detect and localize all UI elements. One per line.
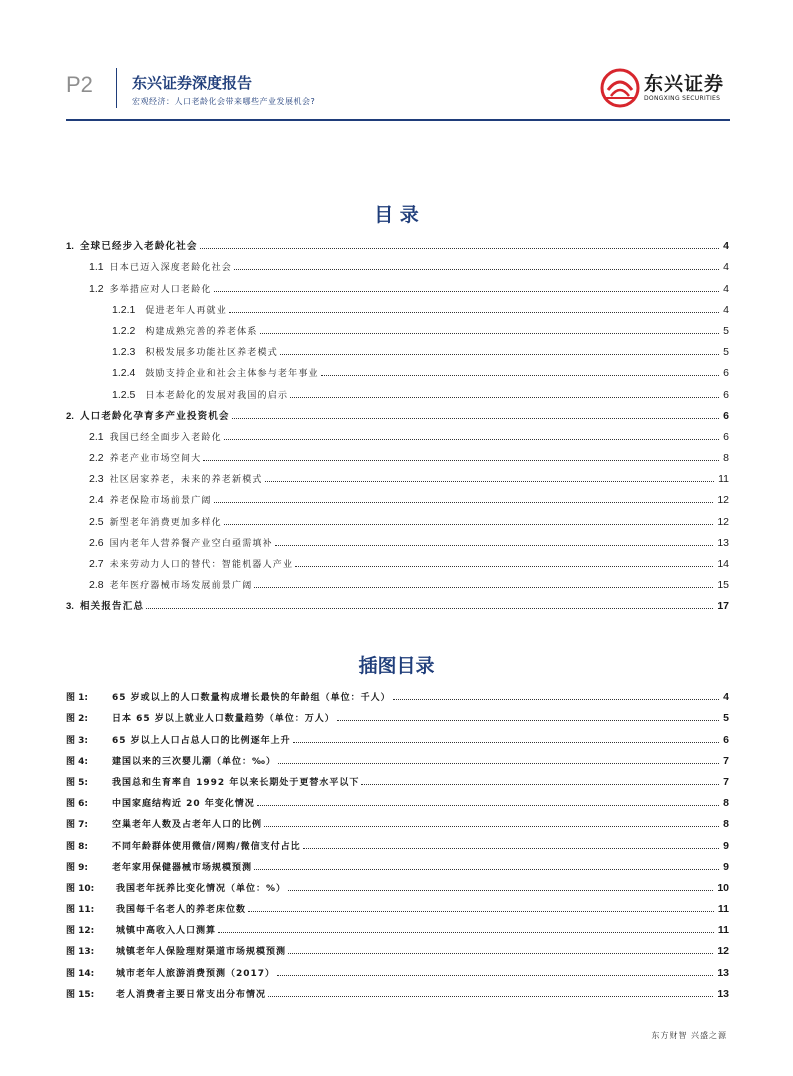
figure-entry-page: 4 xyxy=(723,691,729,704)
figure-entry-text: 城镇中高收入人口测算 xyxy=(116,926,217,937)
toc-entry-number: 2.3 xyxy=(89,473,104,486)
toc-entry[interactable] xyxy=(66,464,729,485)
toc-entry[interactable] xyxy=(66,485,729,506)
toc-entry-page: 4 xyxy=(723,261,729,274)
toc-entry-number: 2.2 xyxy=(89,452,104,465)
toc-entry-number: 1.2 xyxy=(89,282,104,295)
toc-list xyxy=(66,231,729,612)
toc-entry-page: 11 xyxy=(718,473,729,486)
toc-title: 目 录 xyxy=(374,204,419,226)
toc-entry[interactable] xyxy=(66,316,729,337)
toc-entry[interactable] xyxy=(66,506,729,527)
toc-entry-number: 1.2.2 xyxy=(112,324,136,337)
toc-leader-dots xyxy=(254,586,713,588)
figure-entry-page: 6 xyxy=(723,733,729,746)
figure-leader-dots xyxy=(361,783,719,785)
toc-entry[interactable] xyxy=(66,337,729,358)
toc-entry[interactable] xyxy=(66,528,729,549)
figure-entry[interactable] xyxy=(66,746,729,767)
report-title: 东兴证券深度报告 xyxy=(132,74,253,92)
figure-leader-dots xyxy=(293,741,719,743)
toc-leader-dots xyxy=(290,396,719,398)
toc-entry-text: 促进老年人再就业 xyxy=(145,305,227,316)
toc-entry-text: 相关报告汇总 xyxy=(79,601,145,613)
toc-entry-page: 13 xyxy=(717,536,729,549)
toc-entry-page: 14 xyxy=(717,558,729,570)
toc-entry-text: 积极发展多功能社区养老模式 xyxy=(145,348,278,359)
figure-entry-text: 城市老年人旅游消费预测（2017） xyxy=(116,968,276,979)
figure-entry-text: 城镇老年人保险理财渠道市场规模预测 xyxy=(116,947,287,958)
figure-entry-text: 我国总和生育率自 1992 年以来长期处于更替水平以下 xyxy=(112,777,360,788)
figure-entry-label: 图 10: xyxy=(66,883,95,894)
figure-entry-label: 图 2: xyxy=(66,714,88,725)
toc-entry-page: 6 xyxy=(723,430,729,443)
figure-entry-label: 图 8: xyxy=(66,841,88,852)
figure-leader-dots xyxy=(303,847,720,849)
figure-entry-text: 日本 65 岁以上就业人口数量趋势（单位：万人） xyxy=(112,714,335,725)
toc-entry-text: 养老产业市场空间大 xyxy=(109,454,202,465)
figure-entry-label: 图 7: xyxy=(66,820,88,831)
figure-entry[interactable] xyxy=(66,852,729,873)
figure-entry[interactable] xyxy=(66,767,729,788)
toc-leader-dots xyxy=(260,332,720,334)
figure-entry-page: 8 xyxy=(723,818,729,831)
toc-entry-text: 老年医疗器械市场发展前景广阔 xyxy=(109,581,253,592)
figure-entry-page: 5 xyxy=(723,712,729,725)
toc-entry-text: 全球已经步入老龄化社会 xyxy=(79,241,198,253)
dongxing-logo xyxy=(600,68,730,108)
figure-entry[interactable] xyxy=(66,894,729,915)
logo-text-en: DONGXING SECURITIES xyxy=(644,95,721,102)
figure-leader-dots xyxy=(288,952,713,954)
figure-entry-page: 7 xyxy=(723,775,729,788)
toc-entry[interactable] xyxy=(66,252,729,273)
figures-title: 插图目录 xyxy=(358,655,435,677)
figure-leader-dots xyxy=(277,974,713,976)
toc-entry-page: 12 xyxy=(717,515,729,528)
toc-entry-number: 1.2.1 xyxy=(112,303,136,316)
figure-leader-dots xyxy=(337,719,719,721)
toc-entry-number: 2. xyxy=(66,410,74,422)
toc-entry[interactable] xyxy=(66,273,729,294)
toc-entry-number: 3. xyxy=(66,601,74,613)
toc-entry-text: 未来劳动力人口的替代：智能机器人产业 xyxy=(109,560,294,570)
toc-leader-dots xyxy=(224,438,719,440)
figure-entry[interactable] xyxy=(66,682,729,703)
toc-entry-text: 多举措应对人口老龄化 xyxy=(109,284,212,295)
toc-entry-number: 2.8 xyxy=(89,579,104,592)
figure-entry-label: 图 1: xyxy=(66,693,88,704)
toc-entry[interactable] xyxy=(66,549,729,570)
figure-entry-label: 图 6: xyxy=(66,799,88,810)
toc-entry-number: 2.1 xyxy=(89,430,104,443)
toc-entry-text: 新型老年消费更加多样化 xyxy=(109,517,222,528)
toc-entry-page: 8 xyxy=(723,452,729,465)
figure-entry[interactable] xyxy=(66,788,729,809)
figure-entry-text: 65 岁或以上的人口数量构成增长最快的年龄组（单位：千人） xyxy=(112,693,391,704)
toc-leader-dots xyxy=(232,417,719,419)
figure-entry-page: 13 xyxy=(717,966,729,979)
toc-entry[interactable] xyxy=(66,231,729,252)
figure-entry-text: 我国老年抚养比变化情况（单位：%） xyxy=(116,883,287,894)
figure-entry-page: 7 xyxy=(723,754,729,767)
toc-leader-dots xyxy=(265,480,714,482)
figure-leader-dots xyxy=(288,889,713,891)
toc-entry-number: 1.1 xyxy=(89,261,104,274)
toc-entry-page: 12 xyxy=(717,494,729,507)
toc-entry[interactable] xyxy=(66,379,729,400)
figure-leader-dots xyxy=(264,825,719,827)
figure-entry[interactable] xyxy=(66,703,729,724)
toc-entry-text: 社区居家养老，未来的养老新模式 xyxy=(109,475,263,486)
figure-entry-label: 图 3: xyxy=(66,735,88,746)
toc-entry[interactable] xyxy=(66,295,729,316)
figure-entry-text: 老年家用保健器械市场规模预测 xyxy=(112,862,253,873)
figure-entry-label: 图 15: xyxy=(66,989,95,1000)
toc-leader-dots xyxy=(200,247,720,249)
toc-entry-number: 1. xyxy=(66,241,74,253)
toc-entry-number: 2.6 xyxy=(89,536,104,549)
toc-entry[interactable] xyxy=(66,443,729,464)
figure-entry-page: 13 xyxy=(717,987,729,1000)
toc-entry[interactable] xyxy=(66,570,729,591)
toc-entry-page: 17 xyxy=(717,600,729,613)
toc-entry-text: 日本已迈入深度老龄化社会 xyxy=(109,263,233,274)
toc-entry-page: 15 xyxy=(717,579,729,592)
toc-entry-text: 我国已经全面步入老龄化 xyxy=(109,432,222,443)
toc-entry-page: 4 xyxy=(723,303,729,316)
toc-entry-number: 1.2.5 xyxy=(112,388,136,401)
toc-leader-dots xyxy=(214,501,714,503)
page-header xyxy=(66,62,730,120)
toc-entry-text: 日本老龄化的发展对我国的启示 xyxy=(145,390,289,401)
figure-entry-text: 65 岁以上人口占总人口的比例逐年上升 xyxy=(112,735,291,746)
figure-entry-page: 12 xyxy=(717,945,729,958)
toc-entry[interactable] xyxy=(66,591,729,612)
figure-entry-label: 图 13: xyxy=(66,947,95,958)
figure-entry-label: 图 14: xyxy=(66,968,95,979)
figure-entry-text: 中国家庭结构近 20 年变化情况 xyxy=(112,799,255,810)
figure-entry-page: 9 xyxy=(723,860,729,873)
toc-entry-page: 4 xyxy=(723,240,729,253)
toc-entry-number: 1.2.3 xyxy=(112,346,136,359)
toc-entry-text: 养老保险市场前景广阔 xyxy=(109,496,212,507)
toc-leader-dots xyxy=(275,544,714,546)
toc-entry-page: 6 xyxy=(723,367,729,380)
figure-entry-label: 图 4: xyxy=(66,756,88,767)
figure-entry[interactable] xyxy=(66,979,729,1000)
figure-entry-label: 图 11: xyxy=(66,905,95,916)
toc-entry-text: 国内老年人营养餐产业空白亟需填补 xyxy=(109,538,273,549)
figure-leader-dots xyxy=(248,910,714,912)
figures-list xyxy=(66,682,729,1000)
figure-entry[interactable] xyxy=(66,724,729,745)
toc-leader-dots xyxy=(295,565,713,567)
toc-entry-page: 5 xyxy=(723,346,729,359)
toc-entry-page: 6 xyxy=(723,409,729,422)
figure-entry-text: 不同年龄群体使用微信/网购/微信支付占比 xyxy=(112,841,301,852)
header-rule xyxy=(66,119,730,121)
toc-entry[interactable] xyxy=(66,358,729,379)
figure-entry-page: 9 xyxy=(723,839,729,852)
figure-entry[interactable] xyxy=(66,915,729,936)
figure-entry-page: 11 xyxy=(717,903,729,916)
footer-slogan: 东方财智 兴盛之源 xyxy=(651,1031,727,1040)
dongxing-logo-icon xyxy=(600,68,640,108)
header-divider xyxy=(116,68,117,108)
page-number: P2 xyxy=(66,72,93,97)
figure-entry-label: 图 9: xyxy=(66,862,88,873)
toc-entry[interactable] xyxy=(66,401,729,422)
toc-leader-dots xyxy=(146,607,713,609)
logo-text-cn: 东兴证券 xyxy=(644,73,725,95)
figure-entry-page: 11 xyxy=(717,924,729,937)
figure-entry-text: 建国以来的三次婴儿潮（单位：‰） xyxy=(112,756,276,767)
report-subtitle: 宏观经济：人口老龄化会带来哪些产业发展机会? xyxy=(132,97,316,106)
toc-entry-number: 2.7 xyxy=(89,558,104,570)
figure-entry-text: 空巢老年人数及占老年人口的比例 xyxy=(112,820,263,831)
figure-leader-dots xyxy=(278,762,719,764)
figure-entry[interactable] xyxy=(66,873,729,894)
figure-leader-dots xyxy=(268,995,713,997)
figure-entry[interactable] xyxy=(66,809,729,830)
figure-leader-dots xyxy=(218,931,714,933)
figure-leader-dots xyxy=(257,804,719,806)
toc-leader-dots xyxy=(234,268,719,270)
toc-entry-page: 5 xyxy=(723,324,729,337)
toc-entry-number: 1.2.4 xyxy=(112,367,136,380)
toc-leader-dots xyxy=(229,311,719,313)
toc-leader-dots xyxy=(280,353,719,355)
toc-leader-dots xyxy=(203,459,719,461)
figure-entry[interactable] xyxy=(66,936,729,957)
toc-entry-text: 人口老龄化孕育多产业投资机会 xyxy=(79,410,230,422)
figure-leader-dots xyxy=(393,698,719,700)
toc-leader-dots xyxy=(214,290,720,292)
figure-entry-text: 老人消费者主要日常支出分布情况 xyxy=(116,989,267,1000)
figure-entry[interactable] xyxy=(66,957,729,978)
figure-entry[interactable] xyxy=(66,830,729,851)
toc-entry-number: 2.5 xyxy=(89,515,104,528)
figure-entry-label: 图 5: xyxy=(66,777,88,788)
figure-entry-page: 8 xyxy=(723,797,729,810)
toc-entry-text: 构建成熟完善的养老体系 xyxy=(145,326,258,337)
toc-leader-dots xyxy=(224,523,714,525)
figure-entry-label: 图 12: xyxy=(66,926,95,937)
figure-entry-text: 我国每千名老人的养老床位数 xyxy=(116,905,247,916)
toc-entry-number: 2.4 xyxy=(89,494,104,507)
figure-entry-page: 10 xyxy=(717,881,729,894)
toc-leader-dots xyxy=(321,374,719,376)
toc-entry-page: 6 xyxy=(723,388,729,401)
toc-entry[interactable] xyxy=(66,422,729,443)
figure-leader-dots xyxy=(254,868,719,870)
toc-entry-text: 鼓励支持企业和社会主体参与老年事业 xyxy=(145,369,319,380)
toc-entry-page: 4 xyxy=(723,282,729,295)
